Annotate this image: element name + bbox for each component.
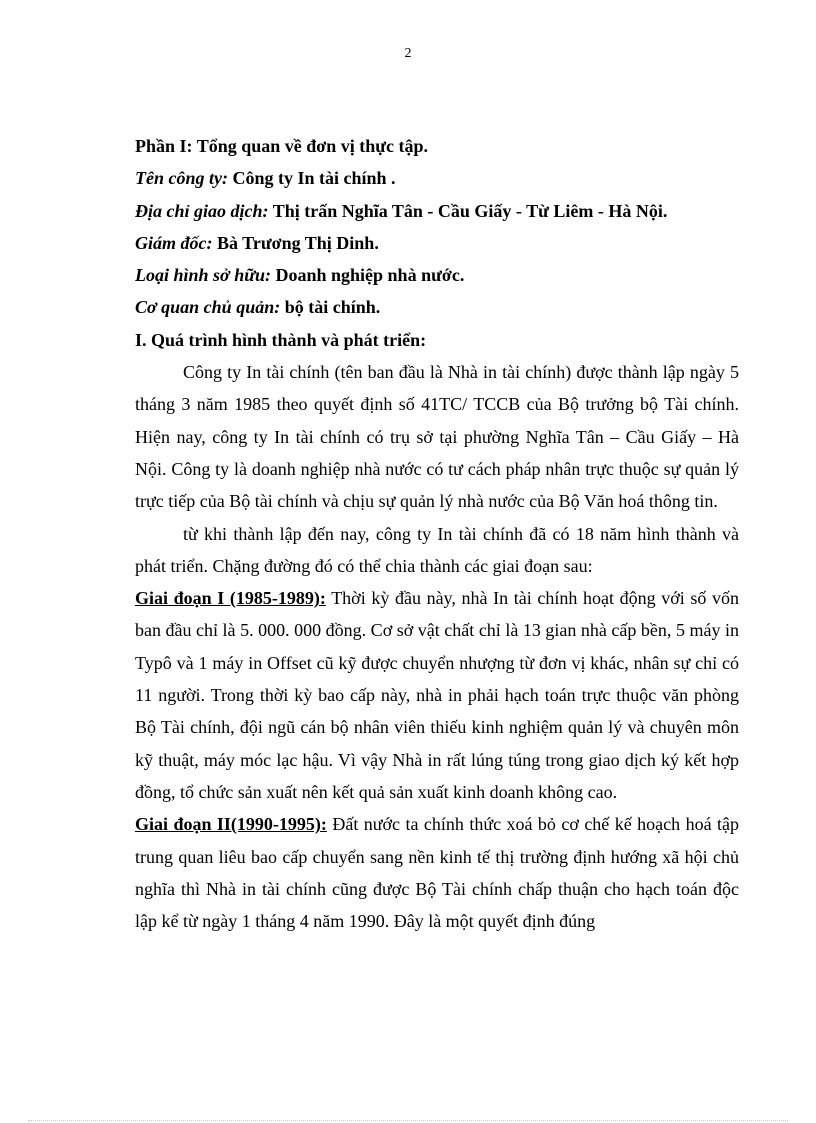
development-paragraph: từ khi thành lập đến nay, công ty In tài chính đã có 18 năm hình thành và phát triển. Chặng đường đó có thể chia thành các giai đoạn sau: <box>135 523 739 576</box>
page-bottom-divider <box>28 1120 788 1121</box>
info-label: Loại hình sở hữu: <box>135 265 271 286</box>
stage-text: Thời kỳ đầu này, nhà In tài chính hoạt động với số vốn ban đầu chỉ là 5. 000. 000 đồng. Cơ sở vật chất chỉ là 13 gian nhà cấp bền, 5 máy in Typô và 1 máy in Offset cũ kỹ được chuyển nhượng từ đơn vị khác, nhân sự chỉ có 11 người. Trong thời kỳ bao cấp này, nhà in phải hạch toán trực thuộc văn phòng Bộ Tài chính, đội ngũ cán bộ nhân viên thiếu kinh nghiệm quản lý và chuyên môn kỹ thuật, máy móc lạc hậu. Vì vậy Nhà in rất lúng túng trong giao dịch ký kết hợp đồng, tổ chức sản xuất nên kết quả sản xuất kinh doanh không cao. <box>135 588 739 802</box>
info-label: Cơ quan chủ quản: <box>135 297 281 318</box>
document-body <box>135 130 739 937</box>
section-title: I. Quá trình hình thành và phát triển: <box>135 329 427 350</box>
info-value: Bà Trương Thị Dinh. <box>216 232 379 253</box>
info-label: Tên công ty: <box>135 168 228 189</box>
stage-title: Giai đoạn I (1985-1989): <box>135 588 326 609</box>
company-name-line <box>135 162 739 194</box>
info-label: Địa chỉ giao dịch: <box>135 200 269 221</box>
stage-text: Đất nước ta chính thức xoá bỏ cơ chế kế hoạch hoá tập trung quan liêu bao cấp chuyển sang nền kinh tế thị trường định hướng xã hội chủ nghĩa thì Nhà in tài chính cũng được Bộ Tài chính chấp thuận cho hạch toán độc lập kể từ ngày 1 tháng 4 năm 1990. Đây là một quyết định đúng <box>135 814 739 932</box>
info-value: Công ty In tài chính . <box>232 168 396 189</box>
governing-body-line <box>135 291 739 323</box>
part-heading: Phần I: Tổng quan về đơn vị thực tập. <box>135 136 429 156</box>
address-line <box>135 195 739 227</box>
info-value: Doanh nghiệp nhà nước. <box>275 265 465 286</box>
info-label: Giám đốc: <box>135 232 213 253</box>
stage-two-paragraph <box>135 808 739 937</box>
history-paragraph: Công ty In tài chính (tên ban đầu là Nhà in tài chính) được thành lập ngày 5 tháng 3 năm 1985 theo quyết định số 41TC/ TCCB của Bộ trưởng bộ Tài chính. Hiện nay, công ty In tài chính có trụ sở tại phường Nghĩa Tân – Cầu Giấy – Hà Nội. Công ty là doanh nghiệp nhà nước có tư cách pháp nhân trực thuộc sự quản lý trực tiếp của Bộ tài chính và chịu sự quản lý nhà nước của Bộ Văn hoá thông tin. <box>135 362 739 512</box>
director-line <box>135 227 739 259</box>
info-value: bộ tài chính. <box>284 297 381 318</box>
ownership-line <box>135 259 739 291</box>
stage-title: Giai đoạn II(1990-1995): <box>135 814 327 835</box>
info-value: Thị trấn Nghĩa Tân - Cầu Giấy - Từ Liêm - Hà Nội. <box>272 200 668 221</box>
stage-one-paragraph <box>135 582 739 808</box>
page-number: 2 <box>404 46 412 61</box>
